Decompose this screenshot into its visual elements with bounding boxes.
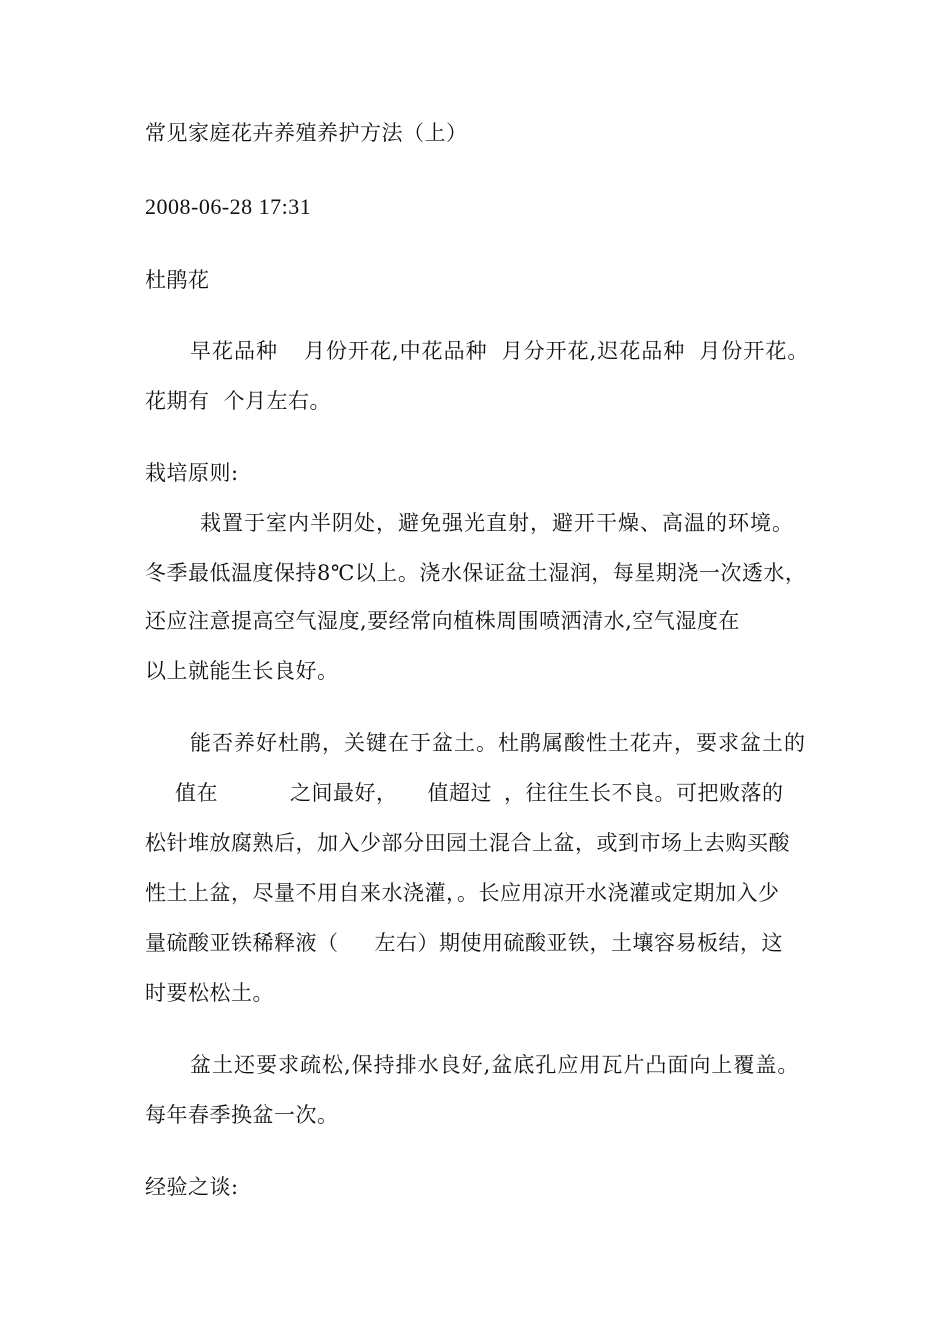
text-segment: 花期有 (145, 389, 210, 413)
text-segment: 早花品种 (190, 339, 278, 363)
document-title: 常见家庭花卉养殖养护方法（上） (145, 121, 468, 145)
text-segment: 个月左右。 (223, 389, 331, 413)
section-heading-experience: 经验之谈: (145, 1175, 239, 1199)
paragraph-drainage-line-1: 盆土还要求疏松,保持排水良好,盆底孔应用瓦片凸面向上覆盖。 (190, 1053, 800, 1077)
paragraph-soil-line-2 (175, 778, 784, 808)
text-segment: 值在 (175, 781, 218, 805)
paragraph-cultivation-line-1: 栽置于室内半阴处，避免强光直射，避开干燥、高温的环境。 (200, 511, 794, 535)
text-segment: 值超过 (427, 781, 492, 805)
paragraph-cultivation-line-4: 以上就能生长良好。 (145, 659, 339, 683)
paragraph-flowering-line-1 (190, 336, 809, 366)
text-segment: 之间最好， (290, 781, 398, 805)
text-segment: 量硫酸亚铁稀释液（ (145, 931, 339, 955)
paragraph-cultivation-line-3: 还应注意提高空气湿度,要经常向植株周围喷洒清水,空气湿度在 (145, 609, 740, 633)
paragraph-flowering-line-2 (145, 386, 331, 416)
text-segment: ，往往生长不良。可把败落的 (504, 781, 784, 805)
text-segment: 月份开花。 (699, 339, 810, 363)
text-segment: 左右）期使用硫酸亚铁，土壤容易板结，这 (374, 931, 783, 955)
paragraph-soil-line-3: 松针堆放腐熟后，加入少部分田园土混合上盆，或到市场上去购买酸 (145, 831, 790, 855)
paragraph-soil-line-6: 时要松松土。 (145, 981, 274, 1005)
text-segment: 月分开花,迟花品种 (501, 339, 686, 363)
paragraph-soil-line-4: 性土上盆，尽量不用自来水浇灌，。长应用凉开水浇灌或定期加入少 (145, 881, 780, 905)
post-date: 2008-06-28 17:31 (145, 194, 312, 219)
text-segment: 月份开花,中花品种 (304, 339, 488, 363)
paragraph-soil-line-1: 能否养好杜鹃，关键在于盆土。杜鹃属酸性土花卉，要求盆土的 (190, 731, 806, 755)
section-heading-azalea: 杜鹃花 (145, 268, 210, 292)
paragraph-soil-line-5 (145, 928, 783, 958)
paragraph-drainage-line-2: 每年春季换盆一次。 (145, 1103, 339, 1127)
paragraph-cultivation-line-2: 冬季最低温度保持8℃以上。浇水保证盆土湿润，每星期浇一次透水， (145, 561, 807, 585)
section-heading-cultivation: 栽培原则: (145, 461, 239, 485)
